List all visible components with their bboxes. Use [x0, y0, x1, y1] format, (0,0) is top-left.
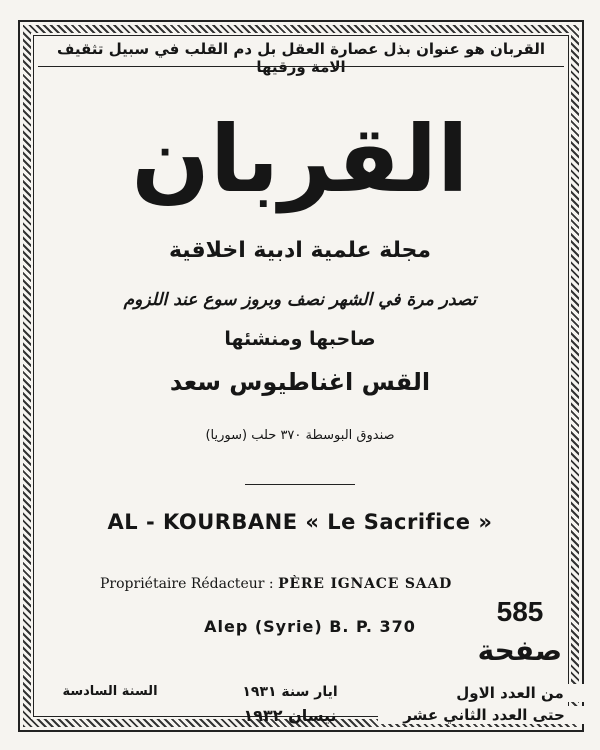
publication-frequency: تصدر مرة في الشهر نصف وبروز سوع عند اللزوم	[123, 290, 477, 310]
proprietor-name: PÈRE IGNACE SAAD	[278, 576, 453, 592]
arabic-subtitle: مجلة علمية ادبية اخلاقية	[168, 238, 432, 263]
owner-label: صاحبها ومنشئها	[224, 328, 376, 350]
proprietor-label: Propriétaire Rédacteur :	[100, 576, 274, 592]
arabic-title: القربان	[131, 106, 469, 213]
owner-name: القس اغناطيوس سعد	[169, 368, 431, 396]
po-box-arabic: صندوق البوسطة ٣٧٠ حلب (سوريا)	[205, 428, 395, 443]
volume-year: السنة السادسة	[62, 684, 158, 699]
section-divider	[245, 484, 355, 485]
page-count: 585	[490, 596, 550, 628]
date-start: ايار سنة ١٩٣١	[242, 684, 338, 700]
issue-range-end: حتى العدد الثاني عشر	[378, 706, 590, 724]
page-word: صفحة	[477, 634, 562, 667]
masthead-motto: القربان هو عنوان بذل عصارة العقل بل دم القلب في سبيل تثقيف الامة ورقيها	[56, 40, 546, 76]
proprietor-line	[100, 576, 520, 592]
french-title: AL - KOURBANE « Le Sacrifice »	[107, 510, 493, 534]
issue-range-start: من العدد الاول	[430, 684, 590, 702]
date-end: نيسان ١٩٣٢	[243, 706, 337, 725]
french-address: Alep (Syrie) B. P. 370	[204, 617, 416, 636]
motto-divider	[38, 66, 564, 67]
